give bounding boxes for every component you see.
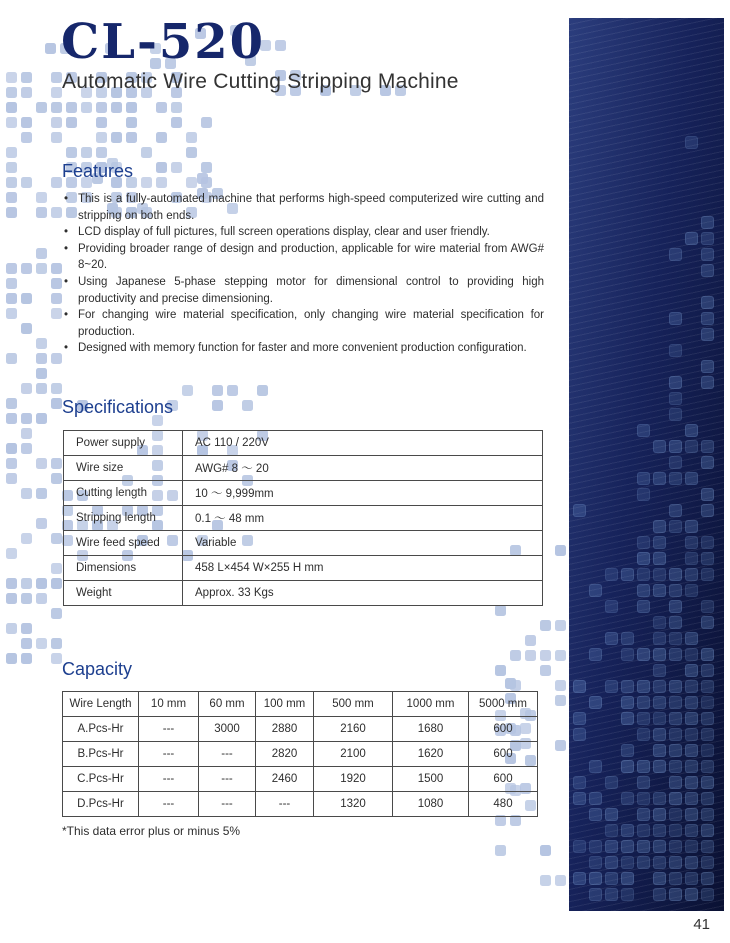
capacity-table <box>62 691 538 817</box>
capacity-row <box>63 792 538 817</box>
spec-row <box>64 481 543 506</box>
features-heading: Features <box>62 161 134 181</box>
capacity-cell: 1320 <box>314 792 393 817</box>
specifications-heading: Specifications <box>62 397 174 417</box>
spec-label-cell: Wire size <box>64 456 183 481</box>
capacity-heading: Capacity <box>62 659 133 679</box>
capacity-cell: 2460 <box>256 767 314 792</box>
capacity-cell: 600 <box>469 767 538 792</box>
spec-row <box>64 431 543 456</box>
capacity-row-label: D.Pcs-Hr <box>63 792 139 817</box>
page-number: 41 <box>693 916 710 933</box>
capacity-cell: 2160 <box>314 717 393 742</box>
capacity-cell: --- <box>199 792 256 817</box>
capacity-cell: --- <box>139 767 199 792</box>
capacity-row <box>63 717 538 742</box>
capacity-row-label: C.Pcs-Hr <box>63 767 139 792</box>
feature-item: • For changing wire material specification, only changing wire material specification for production. <box>62 307 544 340</box>
feature-item: • This is a fully-automated machine that performs high-speed computerized wire cutting and stripping on both ends. <box>62 191 544 224</box>
feature-item: • Using Japanese 5-phase stepping motor for dimensional control to providing high productivity and precise dimensioning. <box>62 274 544 307</box>
features-list <box>62 191 544 357</box>
capacity-cell: 480 <box>469 792 538 817</box>
spec-value-cell: Variable <box>183 531 543 556</box>
spec-label-cell: Weight <box>64 581 183 606</box>
spec-value-cell: 10 ～ 9,999mm <box>183 481 543 506</box>
spec-row <box>64 506 543 531</box>
spec-value-cell: 0.1 ～ 48 mm <box>183 506 543 531</box>
capacity-header-cell: Wire Length <box>63 692 139 717</box>
spec-row <box>64 456 543 481</box>
capacity-cell: 1620 <box>393 742 469 767</box>
capacity-cell: 2880 <box>256 717 314 742</box>
capacity-header-cell: 1000 mm <box>393 692 469 717</box>
capacity-cell: --- <box>199 767 256 792</box>
spec-row <box>64 531 543 556</box>
capacity-cell: 1080 <box>393 792 469 817</box>
spec-row <box>64 556 543 581</box>
spec-value-cell: AC 110 / 220V <box>183 431 543 456</box>
spec-label-cell: Wire feed speed <box>64 531 183 556</box>
feature-item: • Providing broader range of design and production, applicable for wire material from AWG# 8~20. <box>62 241 544 274</box>
capacity-cell: --- <box>139 717 199 742</box>
capacity-header-cell: 60 mm <box>199 692 256 717</box>
feature-item: • LCD display of full pictures, full screen operations display, clear and user friendly. <box>62 224 544 241</box>
spec-value-cell: 458 L×454 W×255 H mm <box>183 556 543 581</box>
capacity-cell: 1500 <box>393 767 469 792</box>
capacity-cell: 600 <box>469 742 538 767</box>
spec-value-cell: AWG# 8 ～ 20 <box>183 456 543 481</box>
capacity-cell: --- <box>256 792 314 817</box>
capacity-header-cell: 100 mm <box>256 692 314 717</box>
capacity-row <box>63 767 538 792</box>
capacity-header-cell: 500 mm <box>314 692 393 717</box>
capacity-cell: 2820 <box>256 742 314 767</box>
capacity-row <box>63 742 538 767</box>
capacity-cell: --- <box>139 792 199 817</box>
capacity-header-cell: 5000 mm <box>469 692 538 717</box>
capacity-cell: --- <box>139 742 199 767</box>
spec-row <box>64 581 543 606</box>
product-subtitle: Automatic Wire Cutting Stripping Machine <box>62 70 459 93</box>
spec-label-cell: Stripping length <box>64 506 183 531</box>
capacity-cell: 1680 <box>393 717 469 742</box>
capacity-row-label: B.Pcs-Hr <box>63 742 139 767</box>
spec-label-cell: Dimensions <box>64 556 183 581</box>
spec-value-cell: Approx. 33 Kgs <box>183 581 543 606</box>
specifications-table <box>63 430 543 606</box>
spec-label-cell: Cutting length <box>64 481 183 506</box>
capacity-row-label: A.Pcs-Hr <box>63 717 139 742</box>
capacity-cell: 3000 <box>199 717 256 742</box>
spec-label-cell: Power supply <box>64 431 183 456</box>
capacity-cell: 2100 <box>314 742 393 767</box>
capacity-header-row <box>63 692 538 717</box>
capacity-footnote: *This data error plus or minus 5% <box>62 824 241 838</box>
capacity-cell: 1920 <box>314 767 393 792</box>
capacity-header-cell: 10 mm <box>139 692 199 717</box>
capacity-cell: 600 <box>469 717 538 742</box>
product-model-title: CL-520 <box>61 14 266 70</box>
capacity-cell: --- <box>199 742 256 767</box>
feature-item: • Designed with memory function for faster and more convenient production configuration. <box>62 340 544 357</box>
